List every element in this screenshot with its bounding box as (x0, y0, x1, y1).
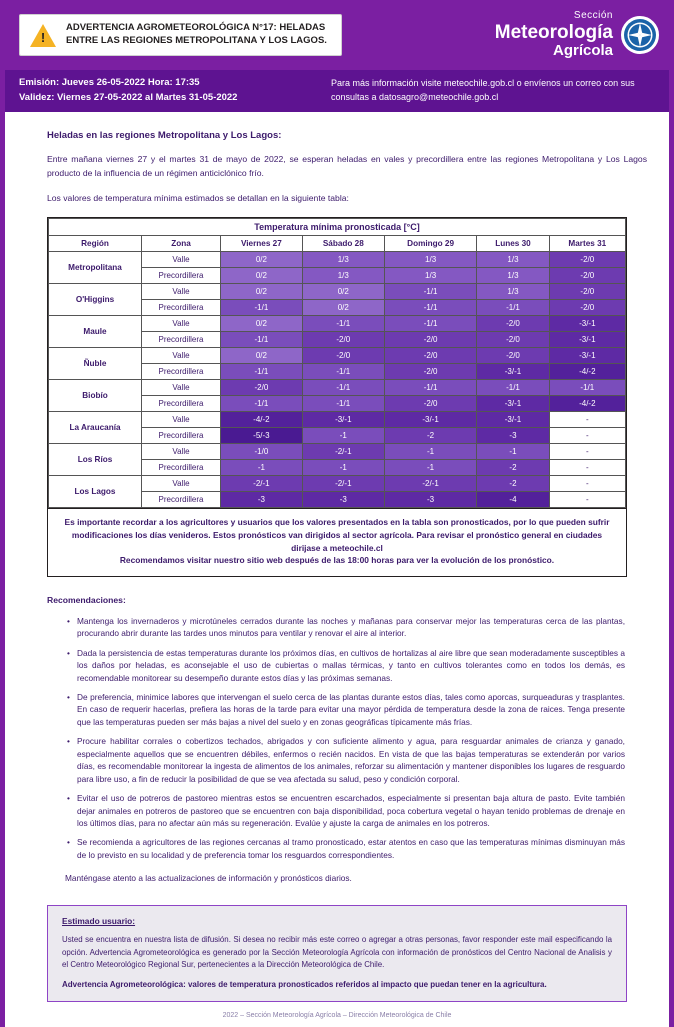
cell-temperature: - (549, 460, 625, 476)
brand-block (495, 11, 659, 59)
cell-temperature: -3/-1 (549, 348, 625, 364)
table-row (49, 284, 626, 300)
cell-temperature: -1 (302, 460, 384, 476)
cell-temperature: -2/0 (384, 396, 477, 412)
cell-region: Ñuble (49, 348, 142, 380)
recommendations-title: Recomendaciones: (47, 594, 126, 605)
table-note: Es importante recordar a los agricultores y usuarios que los valores presentados en la tabla son pronosticados, por lo que pueden sufrir modificaciones los días venideros. Estos pronósticos van dirigidos al sector agrícola. Para revisar el pronóstico general en ciudades dirijase a meteochile.cl Recomendamos visitar nuestro sitio web después de las 18:00 horas para ver la evolución de los pronóstico. (47, 509, 627, 576)
cell-temperature: -2 (477, 460, 549, 476)
cell-temperature: -2/0 (549, 268, 625, 284)
cell-temperature: -1/1 (302, 396, 384, 412)
intro-paragraph-1: Entre mañana viernes 27 y el martes 31 de mayo de 2022, se esperan heladas en vales y precordillera entre las regiones Metropolitana y Los Lagos producto de la influencia de un régimen anticiclónico frío. (47, 154, 647, 178)
cell-zona: Precordillera (142, 268, 221, 284)
advisory-warning-text (66, 22, 327, 48)
cell-temperature: -3 (302, 492, 384, 508)
cell-temperature: 0/2 (221, 348, 303, 364)
advisory-warning-box (19, 14, 342, 56)
cell-temperature: -5/-3 (221, 428, 303, 444)
cell-temperature: -2/0 (477, 316, 549, 332)
cell-temperature: -3/-1 (549, 316, 625, 332)
cell-temperature: 0/2 (221, 252, 303, 268)
th-day-3: Lunes 30 (477, 236, 549, 252)
cell-temperature: -1/1 (549, 380, 625, 396)
intro-paragraph-2: Los valores de temperatura mínima estimados se detallan en la siguiente tabla: (47, 193, 349, 204)
cell-temperature: -3/-1 (477, 364, 549, 380)
cell-temperature: -3/-1 (384, 412, 477, 428)
cell-temperature: -2/0 (384, 364, 477, 380)
cell-region: O'Higgins (49, 284, 142, 316)
cell-region: Los Lagos (49, 476, 142, 508)
cell-temperature: -2/0 (221, 380, 303, 396)
cell-zona: Valle (142, 412, 221, 428)
footer-paragraph-b: Advertencia Agrometeorológica: valores de temperatura pronosticados referidos al impacto que puedan tener en la agricultura. (62, 980, 547, 989)
cell-temperature: -1/1 (302, 380, 384, 396)
cell-temperature: -1 (384, 460, 477, 476)
cell-temperature: -2 (384, 428, 477, 444)
brand-section-label: Sección (573, 10, 613, 22)
cell-temperature: -4 (477, 492, 549, 508)
contact-info: Para más información visite meteochile.gob.cl o envíenos un correo con sus consultas a datosagro@meteochile.gob.cl (331, 78, 635, 102)
warning-triangle-icon (30, 24, 56, 47)
cell-temperature: -3/-1 (549, 332, 625, 348)
cell-temperature: -3/-1 (477, 412, 549, 428)
cell-temperature: -2/0 (549, 252, 625, 268)
forecast-table (48, 218, 626, 508)
cell-temperature: 0/2 (221, 268, 303, 284)
table-body (49, 252, 626, 508)
footer-title: Estimado usuario: (62, 916, 136, 927)
cell-temperature: -1/1 (302, 316, 384, 332)
th-day-4: Martes 31 (549, 236, 625, 252)
th-day-2: Domingo 29 (384, 236, 477, 252)
cell-zona: Valle (142, 380, 221, 396)
cell-temperature: -2/0 (549, 300, 625, 316)
emission-line: Emisión: Jueves 26-05-2022 Hora: 17:35 (19, 77, 200, 88)
cell-temperature: -1/1 (221, 300, 303, 316)
table-row (49, 412, 626, 428)
cell-temperature: -1 (384, 444, 477, 460)
cell-region: Maule (49, 316, 142, 348)
recommendations-list (53, 615, 625, 861)
compass-rose-logo-icon (621, 16, 659, 54)
footer-paragraph-a: Usted se encuentra en nuestra lista de difusión. Si desea no recibir más este correo o agregar a otras personas, favor responder este mail especificando la opción. Advertencia Agrometeorológica es generado por la Sección Meteorología Agrícola con información de pronósticos del Centro Nacional de Analisis y el Centro Meteorológico Regional Sur, pertenecientes a la Dirección Meteorológica de Chile. (62, 935, 612, 969)
table-row (49, 252, 626, 268)
cell-temperature: -2/-1 (384, 476, 477, 492)
cell-temperature: -2/0 (384, 332, 477, 348)
cell-zona: Precordillera (142, 300, 221, 316)
th-day-0: Viernes 27 (221, 236, 303, 252)
cell-zona: Valle (142, 284, 221, 300)
cell-temperature: 0/2 (221, 316, 303, 332)
cell-temperature: 0/2 (302, 284, 384, 300)
cell-temperature: -3 (384, 492, 477, 508)
document-subheader (5, 70, 669, 112)
table-header-row (49, 236, 626, 252)
cell-temperature: 1/3 (477, 268, 549, 284)
cell-temperature: -1/1 (384, 316, 477, 332)
list-item: • Procure habilitar corrales o cobertizos techados, abrigados y con suficiente alimento y agua, para resguardar animales de crianza y ganado, especialmente aquellos que se encuentren débiles, enfermos o recién nacidos. En vista de que las bajas temperaturas se extenderán por varios días, es recomendable monitorear la ingesta de alimentos de los animales, reforzar su alimentación y mantener disponibles los lugares de resguardo para libre uso, a fin de reducir la posibilidad de que se vea afectada su salud, peso y condición corporal. (67, 735, 625, 785)
th-day-1: Sábado 28 (302, 236, 384, 252)
cell-temperature: - (549, 428, 625, 444)
cell-temperature: -2/0 (302, 332, 384, 348)
th-region: Región (49, 236, 142, 252)
cell-temperature: -1 (477, 444, 549, 460)
list-item: • Mantenga los invernaderos y microtúneles cerrados durante las noches y mañanas para conservar mejor las temperaturas cerca de las plantas, procurando abrir durante las tardes unos minutos para ventilar y renovar el aire al interior. (67, 615, 625, 640)
cell-temperature: -1/1 (477, 300, 549, 316)
cell-temperature: -4/-2 (549, 396, 625, 412)
cell-region: Los Ríos (49, 444, 142, 476)
cell-zona: Precordillera (142, 396, 221, 412)
cell-zona: Precordillera (142, 460, 221, 476)
cell-temperature: -4/-2 (221, 412, 303, 428)
brand-line-meteorologia: Meteorología (494, 22, 613, 44)
document-body (5, 112, 669, 1027)
forecast-table-wrapper (47, 217, 627, 509)
cell-region: Biobío (49, 380, 142, 412)
cell-region: Metropolitana (49, 252, 142, 284)
cell-temperature: -1/1 (302, 364, 384, 380)
copyright-line: 2022 – Sección Meteorología Agrícola – Dirección Meteorológica de Chile (222, 1012, 452, 1019)
issue-validity-block (19, 76, 319, 105)
cell-temperature: -2/0 (477, 348, 549, 364)
cell-temperature: - (549, 444, 625, 460)
cell-temperature: 1/3 (384, 252, 477, 268)
brand-line-agricola: Agrícola (552, 42, 613, 60)
cell-temperature: 1/3 (477, 252, 549, 268)
cell-temperature: 1/3 (477, 284, 549, 300)
cell-temperature: -1/1 (221, 396, 303, 412)
cell-temperature: - (549, 492, 625, 508)
cell-temperature: -1/1 (221, 364, 303, 380)
cell-temperature: 1/3 (302, 268, 384, 284)
cell-zona: Valle (142, 444, 221, 460)
list-item: • Evitar el uso de potreros de pastoreo mientras estos se encuentren escarchados, especialmente si presentan baja altura de pasto. Evite también dejar animales en potreros de pastoreo que se encuentren con baja disponibilidad, poca cobertura vegetal o hayan tenido problemas de drenaje en los últimos días, para no afectar aún más su regeneración. Evalúe y ajuste la carga de animales en los potreros. (67, 792, 625, 829)
cell-zona: Precordillera (142, 332, 221, 348)
list-item: • Dada la persistencia de estas temperaturas durante los próximos días, en cultivos de hortalizas al aire libre que sean moderadamente susceptibles a los daños por heladas, es aconsejable el uso de cubiertas o mallas térmicas, y tanto en cultivos tolerantes como en todos los demás, es recomendable monitorear su desempeño durante estos días y las próximas semanas. (67, 647, 625, 684)
cell-temperature: -2/-1 (302, 476, 384, 492)
cell-temperature: -4/-2 (549, 364, 625, 380)
list-item: • De preferencia, minimice labores que intervengan el suelo cerca de las plantas durante estos días, tales como aporcas, surqueaduras y trasplantes. En caso de requerir hacerlas, prefiera las horas de la tarde para evitar una mayor pérdida de temperatura desde la zona de raices. Tenga presente que las temperaturas pueden ser más bajas a nivel del suelo y en zonas geográficas típicamente más frías. (67, 691, 625, 728)
cell-temperature: -3/-1 (477, 396, 549, 412)
cell-temperature: -2/-1 (302, 444, 384, 460)
cell-zona: Valle (142, 316, 221, 332)
brand-text (495, 11, 613, 59)
cell-temperature: -1/1 (221, 332, 303, 348)
advisory-title-line1: ADVERTENCIA AGROMETEOROLÓGICA N°17: HELADAS (66, 22, 326, 34)
cell-zona: Precordillera (142, 492, 221, 508)
th-zona: Zona (142, 236, 221, 252)
recommendations-closing: Manténgase atento a las actualizaciones de información y pronósticos diarios. (65, 873, 352, 884)
cell-zona: Precordillera (142, 364, 221, 380)
cell-zona: Precordillera (142, 428, 221, 444)
cell-temperature: 0/2 (302, 300, 384, 316)
table-row (49, 380, 626, 396)
cell-temperature: -2/-1 (221, 476, 303, 492)
cell-zona: Valle (142, 252, 221, 268)
table-row (49, 476, 626, 492)
cell-temperature: -3 (477, 428, 549, 444)
cell-zona: Valle (142, 476, 221, 492)
table-row (49, 316, 626, 332)
cell-region: La Araucanía (49, 412, 142, 444)
cell-temperature: - (549, 476, 625, 492)
cell-temperature: -1/1 (384, 380, 477, 396)
list-item: • Se recomienda a agricultores de las regiones cercanas al tramo pronosticado, estar atentos en caso que las temperaturas mínimas disminuyan más de lo previsto en su localidad y de preferencia tomar los resguardos correspondientes. (67, 836, 625, 861)
cell-temperature: -3 (221, 492, 303, 508)
cell-temperature: 1/3 (384, 268, 477, 284)
cell-temperature: -1/1 (477, 380, 549, 396)
table-row (49, 348, 626, 364)
cell-temperature: -2/0 (549, 284, 625, 300)
cell-temperature: 0/2 (221, 284, 303, 300)
advisory-title-line2: ENTRE LAS REGIONES METROPOLITANA Y LOS LAGOS. (66, 35, 327, 46)
cell-temperature: - (549, 412, 625, 428)
document-header (5, 0, 669, 70)
footer-note-box (47, 905, 627, 1002)
cell-temperature: -1/1 (384, 284, 477, 300)
cell-temperature: -1/1 (384, 300, 477, 316)
cell-zona: Valle (142, 348, 221, 364)
cell-temperature: -3/-1 (302, 412, 384, 428)
cell-temperature: -1 (221, 460, 303, 476)
cell-temperature: -2 (477, 476, 549, 492)
cell-temperature: 1/3 (302, 252, 384, 268)
cell-temperature: -2/0 (302, 348, 384, 364)
section-title: Heladas en las regiones Metropolitana y Los Lagos: (47, 130, 282, 142)
cell-temperature: -2/0 (477, 332, 549, 348)
cell-temperature: -1 (302, 428, 384, 444)
validity-line: Validez: Viernes 27-05-2022 al Martes 31-05-2022 (19, 91, 238, 103)
table-title: Temperatura mínima pronosticada [°C] (49, 219, 626, 236)
table-row (49, 444, 626, 460)
cell-temperature: -1/0 (221, 444, 303, 460)
cell-temperature: -2/0 (384, 348, 477, 364)
